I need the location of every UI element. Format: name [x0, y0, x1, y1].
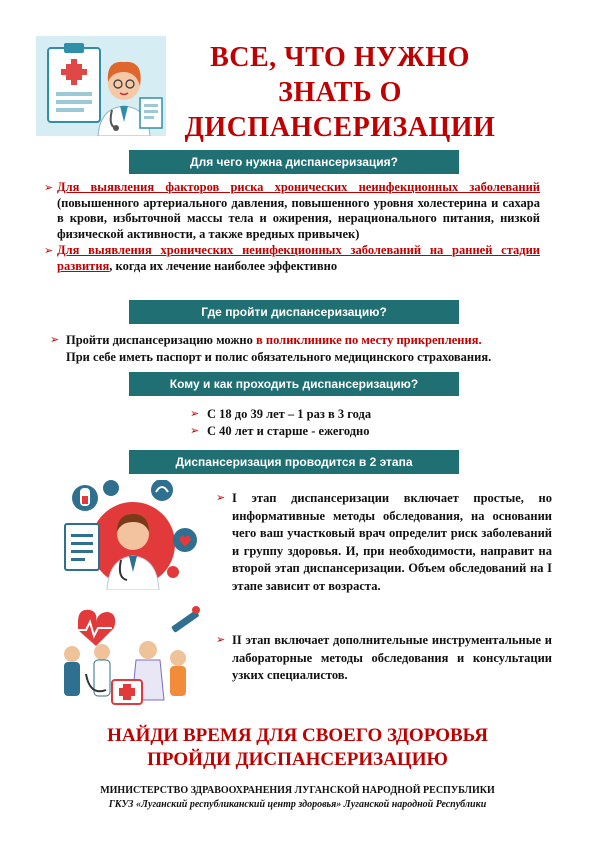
cta-line-1: НАЙДИ ВРЕМЯ ДЛЯ СВОЕГО ЗДОРОВЬЯ: [107, 725, 488, 746]
why-bullet-2-emphasis: Для выявления хронических неинфекционных заболеваний на ранней стадии развития: [57, 243, 540, 273]
cta-line-2: ПРОЙДИ ДИСПАНСЕРИЗАЦИЮ: [147, 749, 448, 770]
arrowhead-bullet-icon: ➢: [216, 634, 226, 646]
list-item: [50, 332, 550, 366]
where-text-place: в поликлинике по месту прикрепления.: [256, 333, 482, 347]
list-item: [44, 180, 540, 242]
arrowhead-bullet-icon: ➢: [216, 492, 226, 504]
section-header-stages: Диспансеризация проводится в 2 этапа: [129, 450, 459, 474]
medical-team-icon: [50, 600, 210, 712]
section-where-body: [50, 332, 550, 366]
doctor-clipboard-illustration: [36, 36, 166, 136]
stage-1-item: [216, 490, 552, 595]
footer: [30, 784, 565, 812]
stage-2-illustration: [50, 600, 210, 712]
footer-center: ГКУЗ «Луганский республиканский центр здоровья» Луганской народной Республики: [108, 799, 487, 810]
title-line-3: ДИСПАНСЕРИЗАЦИИ: [184, 112, 496, 143]
arrowhead-bullet-icon: ➢: [44, 182, 54, 194]
section-header-where: Где пройти диспансеризацию?: [129, 300, 459, 324]
title-line-1: ВСЕ, ЧТО НУЖНО: [210, 42, 470, 73]
section-who-body: [190, 406, 470, 440]
arrowhead-bullet-icon: ➢: [190, 425, 200, 437]
why-bullet-1-detail: (повышенного артериального давления, повышенного уровня холестерина и сахара в крови, избыточной массы тела и ожирения, нерационального питания, низкой физической активности, а также вредных привычек): [57, 195, 540, 241]
stage-1-illustration: [55, 480, 205, 590]
page-title: [170, 40, 510, 145]
stage-2-item: [216, 632, 552, 685]
footer-ministry: МИНИСТЕРСТВО ЗДРАВООХРАНЕНИЯ ЛУГАНСКОЙ НАРОДНОЙ РЕСПУБЛИКИ: [100, 785, 495, 796]
doctor-with-medical-icons: [55, 480, 205, 590]
who-item-2: С 40 лет и старше - ежегодно: [207, 424, 370, 438]
doctor-with-clipboard-icon: [36, 36, 166, 136]
section-why-body: [44, 180, 540, 274]
title-line-2: ЗНАТЬ О: [278, 77, 402, 108]
stage-2-text: II этап включает дополнительные инструментальные и лабораторные методы обследования и консультации узких специалистов.: [232, 633, 552, 682]
why-bullet-2: [57, 243, 540, 274]
who-item-1: С 18 до 39 лет – 1 раз в 3 года: [207, 407, 372, 421]
why-bullet-1-emphasis: Для выявления факторов риска хронических неинфекционных заболеваний: [57, 180, 540, 194]
arrowhead-bullet-icon: ➢: [44, 245, 54, 257]
where-text: [66, 332, 491, 366]
where-text-start: Пройти диспансеризацию можно: [66, 333, 257, 347]
list-item: [190, 423, 470, 440]
where-text-documents: При себе иметь паспорт и полис обязательного медицинского страхования.: [66, 350, 492, 364]
list-item: [44, 243, 540, 274]
stage-1-text: I этап диспансеризации включает простые, но информативные методы обследования, на основании чего ваш участковый врач определит риск заболеваний и группу здоровья. И, при необходимости, направит на второй этап диспансеризации. Объем обследований на I этапе зависит от возраста.: [232, 491, 552, 593]
why-bullet-1: [57, 180, 540, 242]
section-header-who: Кому и как проходить диспансеризацию?: [129, 372, 459, 396]
call-to-action: [40, 724, 555, 772]
section-header-why: Для чего нужна диспансеризация?: [129, 150, 459, 174]
arrowhead-bullet-icon: ➢: [50, 334, 60, 346]
list-item: [190, 406, 470, 423]
why-bullet-2-detail: , когда их лечение наиболее эффективно: [109, 258, 338, 273]
arrowhead-bullet-icon: ➢: [190, 408, 200, 420]
